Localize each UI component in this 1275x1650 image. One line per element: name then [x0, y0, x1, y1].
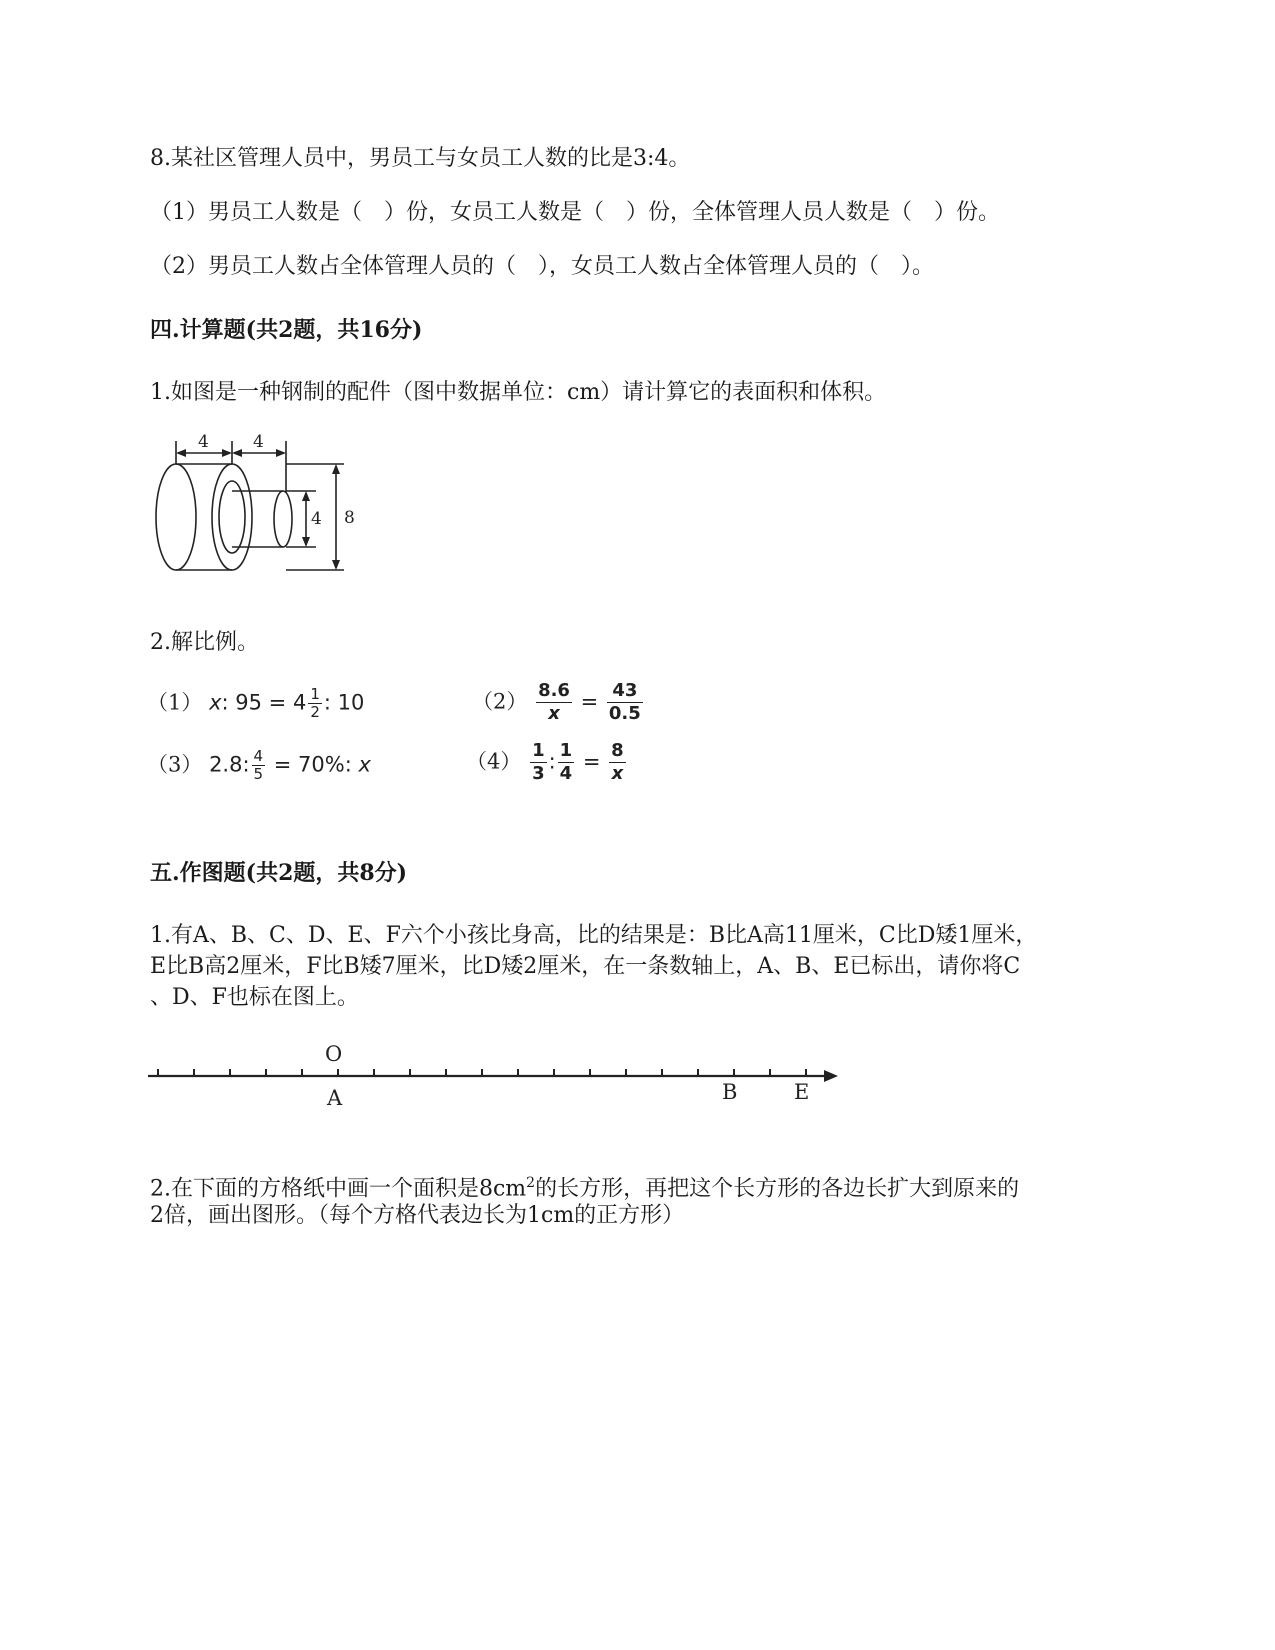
dim-label-b: 4 — [253, 432, 264, 452]
section4-heading: 四.计算题(共2题，共16分) — [150, 317, 423, 343]
section4-q2: 2.解比例。 — [150, 630, 259, 655]
section5-q2-line2: 2倍，画出图形。（每个方格代表边长为1cm的正方形） — [150, 1203, 685, 1228]
section5-q1-line2: E比B高2厘米，F比B矮7厘米，比D矮2厘米，在一条数轴上，A、B、E已标出，请你将C — [150, 954, 1021, 979]
equation-2: （2） $\frac{8.6}{x}$ = $\frac{43}{0.5}$ — [472, 680, 641, 724]
dim-label-a: 4 — [198, 432, 209, 452]
equation-label: （3） — [147, 752, 203, 777]
q8-part2: （2）男员工人数占全体管理人员的（ ），女员工人数占全体管理人员的（ ）。 — [150, 254, 934, 279]
axis-label-b: B — [722, 1080, 738, 1104]
q8-part1: （1）男员工人数是（ ）份，女员工人数是（ ）份，全体管理人员人数是（ ）份。 — [150, 200, 1000, 225]
q8-title: 8.某社区管理人员中，男员工与女员工人数的比是3:4。 — [150, 146, 691, 171]
equation-label: （4） — [466, 749, 522, 774]
equation-label: （1） — [147, 690, 203, 715]
axis-label-origin: O — [325, 1042, 343, 1066]
section4-q1: 1.如图是一种钢制的配件（图中数据单位：cm）请计算它的表面积和体积。 — [150, 380, 887, 405]
section5-q1-line1: 1.有A、B、C、D、E、F六个小孩比身高，比的结果是：B比A高11厘米，C比D矮1厘米， — [150, 923, 1038, 948]
axis-arrow — [824, 1070, 838, 1082]
equation-1: （1） x: 95 = 4 $\frac{1}{2}$ : 10 — [147, 685, 365, 721]
outer-front-ellipse — [212, 464, 252, 570]
small-cylinder-front-ellipse — [274, 491, 292, 547]
equation-3: （3） 2.8: $\frac{4}{5}$ = 70%: x — [147, 747, 371, 783]
equation-label: （2） — [472, 689, 528, 714]
axis-label-e: E — [794, 1080, 810, 1104]
equation-4: （4） $\frac{1}{3}$ : $\frac{1}{4}$ = $\frac{8}{x}$ — [466, 740, 624, 784]
steel-fitting-figure — [140, 425, 370, 585]
number-line-figure — [140, 1035, 850, 1115]
dim-label-d: 8 — [344, 508, 355, 528]
axis-label-a: A — [327, 1086, 343, 1110]
dim-label-c: 4 — [311, 509, 322, 529]
outer-back-ellipse — [156, 464, 196, 570]
section5-heading: 五.作图题(共2题，共8分) — [150, 860, 408, 886]
section5-q1-line3: 、D、F也标在图上。 — [150, 985, 359, 1010]
section5-q2-line1: 2.在下面的方格纸中画一个面积是$8cm^2$的长方形，再把这个长方形的各边长扩大到原来的 — [150, 1175, 1020, 1202]
